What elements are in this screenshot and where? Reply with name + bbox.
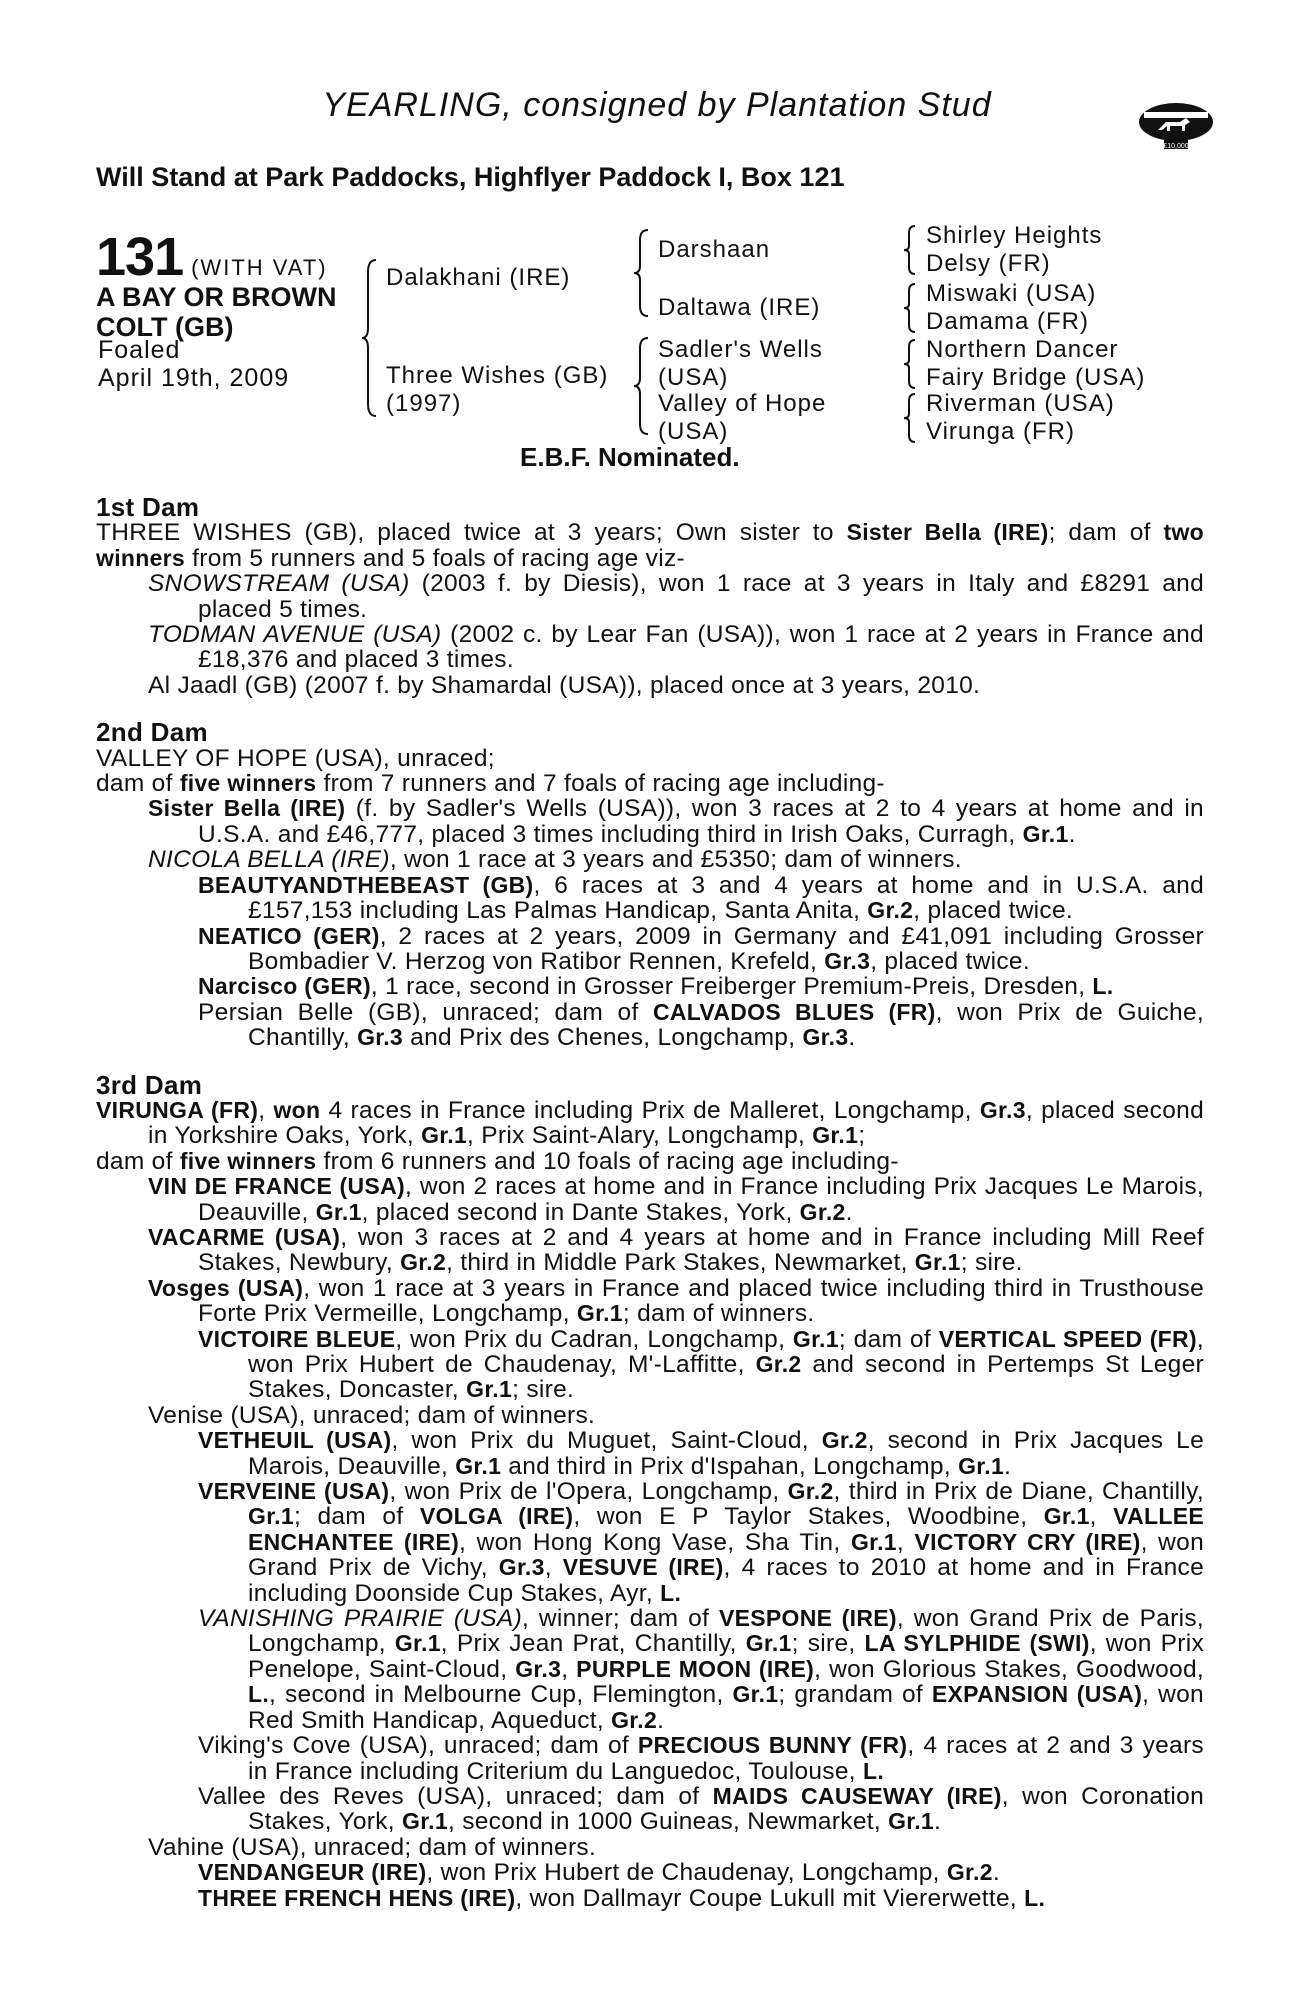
lot-description-line-2: COLT (GB) [96,312,234,342]
pedigree-sds: Miswaki (USA) [926,280,1097,307]
produce-entry: Persian Belle (GB), unraced; dam of CALVADOS BLUES (FR), won Prix de Guiche, Chantilly, Gr.3 and Prix des Chenes, Longchamp, Gr.3. [198,998,1205,1052]
dam-paragraph: dam of five winners from 6 runners and 10 foals of racing age including- [96,1147,899,1175]
produce-entry: VANISHING PRAIRIE (USA), winner; dam of VESPONE (IRE), won Grand Prix de Paris, Longchamp, Gr.1, Prix Jean Prat, Chantilly, Gr.1; sire, LA SYLPHIDE (SWI), won Prix Penelope, Saint-Cloud, Gr.3, PURPLE MOON (IRE), won Glorious Stakes, Goodwood, L., second in Melbourne Cup, Flemington, Gr.1; grandam of EXPANSION (USA), won Red Smith Handicap, Aqueduct, Gr.2. [198,1605,1205,1734]
foaled-label: Foaled [98,336,181,364]
produce-entry: Viking's Cove (USA), unraced; dam of PRECIOUS BUNNY (FR), 4 races at 2 and 3 years in France including Criterium du Languedoc, Toulouse, L. [198,1732,1204,1785]
produce-entry: VETHEUIL (USA), won Prix du Muguet, Saint-Cloud, Gr.2, second in Prix Jacques Le Marois, Deauville, Gr.1 and third in Prix d'Ispahan, Longchamp, Gr.1. [198,1427,1204,1480]
produce-entry: Vahine (USA), unraced; dam of winners. [148,1833,597,1861]
vat-note: (WITH VAT) [191,255,328,280]
produce-entry: VACARME (USA), won 3 races at 2 and 4 years at home and in France including Mill Reef Stakes, Newbury, Gr.2, third in Middle Park Stakes, Newmarket, Gr.1; sire. [148,1223,1204,1277]
foaled-info [98,336,289,392]
yearling-bonus-badge-icon [1136,100,1216,152]
pedigree-brace-7 [902,392,918,444]
svg-text:£10,000: £10,000 [1163,143,1189,150]
produce-entry: THREE FRENCH HENS (IRE), won Dallmayr Coupe Lukull mit Viererwette, L. [198,1884,1046,1912]
produce-entry: VICTOIRE BLEUE, won Prix du Cadran, Longchamp, Gr.1; dam of VERTICAL SPEED (FR), won Prix Hubert de Chaudenay, M'-Laffitte, Gr.2 and second in Pertemps St Leger Stakes, Doncaster, Gr.1; sire. [198,1325,1205,1404]
pedigree-dds: Riverman (USA) [926,390,1115,417]
pedigree-dam-sire-line-1: Sadler's Wells [658,336,823,363]
produce-entry: VENDANGEUR (IRE), won Prix Hubert de Chaudenay, Longchamp, Gr.2. [198,1859,1000,1887]
produce-entry: Venise (USA), unraced; dam of winners. [148,1401,596,1429]
pedigree-brace-1 [360,258,380,418]
pedigree-brace-3 [632,336,652,436]
produce-entry: Vallee des Reves (USA), unraced; dam of MAIDS CAUSEWAY (IRE), won Coronation Stakes, York, Gr.1, second in 1000 Guineas, Newmarket, Gr.1. [198,1782,1204,1836]
produce-entry: NEATICO (GER), 2 races at 2 years, 2009 in Germany and £41,091 including Grosser Bombadier V. Herzog von Ratibor Rennen, Krefeld, Gr.3, placed twice. [198,922,1204,975]
pedigree-sire-sire: Darshaan [658,236,771,263]
pedigree-ddd: Virunga (FR) [926,418,1075,445]
produce-entry: NICOLA BELLA (IRE), won 1 race at 3 years and £5350; dam of winners. [148,846,962,874]
dam-paragraph: THREE WISHES (GB), placed twice at 3 years; Own sister to Sister Bella (IRE); dam of two winners from 5 runners and 5 foals of racing age viz- [96,519,1204,572]
pedigree-brace-4 [902,224,918,276]
stand-location: Will Stand at Park Paddocks, Highflyer Paddock I, Box 121 [96,162,845,192]
pedigree-ssd: Delsy (FR) [926,250,1051,277]
dam-paragraph: VIRUNGA (FR), won 4 races in France including Prix de Malleret, Longchamp, Gr.3, placed second in Yorkshire Oaks, York, Gr.1, Prix Saint-Alary, Longchamp, Gr.1; [96,1096,1204,1150]
pedigree-dam-dam-line-1: Valley of Hope [658,390,827,417]
pedigree-dss: Northern Dancer [926,336,1119,363]
dam-paragraph: VALLEY OF HOPE (USA), unraced; dam of five winners from 7 runners and 7 foals of racing age including- [96,744,885,798]
lot-number: 131 [96,227,184,287]
section-heading-1st-dam: 1st Dam [96,492,200,522]
foaled-date: April 19th, 2009 [98,364,290,392]
pedigree-sdd: Damama (FR) [926,308,1090,335]
produce-entry: SNOWSTREAM (USA) (2003 f. by Diesis), won 1 race at 3 years in Italy and £8291 and placed 5 times. [148,570,1205,623]
lot-description [96,282,337,342]
produce-entry: Narcisco (GER), 1 race, second in Grosser Freiberger Premium-Preis, Dresden, L. [198,973,1114,1001]
pedigree-sss: Shirley Heights [926,222,1103,249]
produce-entry: Sister Bella (IRE) (f. by Sadler's Wells (USA)), won 3 races at 2 to 4 years at home and in U.S.A. and £46,777, placed 3 times including third in Irish Oaks, Curragh, Gr.1. [148,795,1204,848]
section-heading-3rd-dam: 3rd Dam [96,1069,203,1100]
lot-number-block [96,226,328,288]
pedigree-dsd: Fairy Bridge (USA) [926,364,1146,391]
pedigree-sire-dam: Daltawa (IRE) [658,294,821,321]
pedigree-dam-dam-line-2: (USA) [658,418,729,445]
produce-entry: TODMAN AVENUE (USA) (2002 c. by Lear Fan (USA)), won 1 race at 2 years in France and £18,376 and placed 3 times. [148,621,1204,674]
section-heading-2nd-dam: 2nd Dam [96,717,208,748]
produce-entry: VIN DE FRANCE (USA), won 2 races at home and in France including Prix Jacques Le Marois, Deauville, Gr.1, placed second in Dante Stakes, York, Gr.2. [148,1173,1204,1226]
pedigree-brace-2 [632,228,652,318]
pedigree-sire: Dalakhani (IRE) [386,264,571,291]
pedigree-brace-5 [902,282,918,334]
lot-description-line-1: A BAY OR BROWN [96,282,337,312]
pedigree-notes [96,492,1205,1912]
pedigree-brace-6 [902,338,918,390]
pedigree-dam-line-2: (1997) [386,390,462,417]
pedigree-dam-sire-line-2: (USA) [658,364,729,391]
ebf-nomination: E.B.F. Nominated. [520,442,740,472]
page-title: YEARLING, consigned by Plantation Stud [322,86,992,124]
pedigree-dam-line-1: Three Wishes (GB) [386,362,609,389]
produce-entry: Vosges (USA), won 1 race at 3 years in France and placed twice including third in Trusthouse Forte Prix Vermeille, Longchamp, Gr.1; dam of winners. [148,1274,1204,1328]
produce-entry: Al Jaadl (GB) (2007 f. by Shamardal (USA)), placed once at 3 years, 2010. [148,671,981,699]
produce-entry: BEAUTYANDTHEBEAST (GB), 6 races at 3 and 4 years at home and in U.S.A. and £157,153 including Las Palmas Handicap, Santa Anita, Gr.2, placed twice. [198,871,1204,925]
produce-entry: VERVEINE (USA), won Prix de l'Opera, Longchamp, Gr.2, third in Prix de Diane, Chantilly, Gr.1; dam of VOLGA (IRE), won E P Taylor Stakes, Woodbine, Gr.1, VALLEE ENCHANTEE (IRE), won Hong Kong Vase, Sha Tin, Gr.1, VICTORY CRY (IRE), won Grand Prix de Vichy, Gr.3, VESUVE (IRE), 4 races to 2010 at home and in France including Doonside Cup Stakes, Ayr, L. [198,1478,1205,1607]
